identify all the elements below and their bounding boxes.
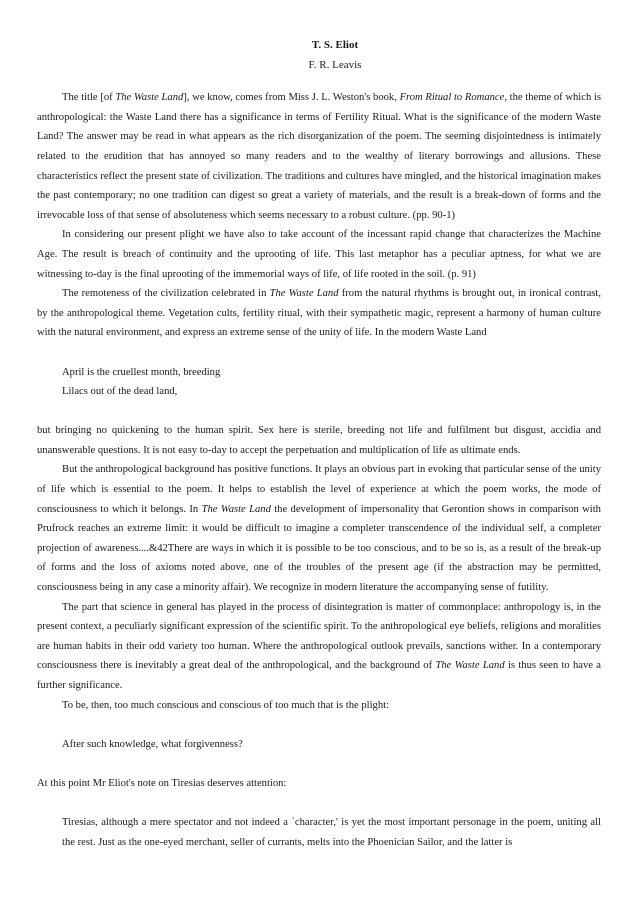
paragraph-6: The part that science in general has played in the process of disintegration is matter of commonplace: anthropology is, in the present context, a peculiarly significant expression of the scientific spirit. To the anthropological eye beliefs, religions and moralities are human habits in their odd variety too human. Where the anthropological outlook prevails, sanctions wither. In a contemporary consciousness there is inevitably a great deal of the anthropological, and the background of The Waste Land is thus seen to have a further significance.: [37, 601, 601, 691]
paragraph-2: In considering our present plight we have also to take account of the incessant rapid change that characterizes the Machine Age. The result is breach of continuity and the uprooting of life. This last metaphor has a peculiar aptness, for what we are witnessing to-day is the final uprooting of the immemorial ways of life, of life rooted in the soil. (p. 91): [37, 229, 601, 280]
paragraph-4: but bringing no quickening to the human spirit. Sex here is sterile, breeding not life and fulfilment but disgust, accidia and unanswerable questions. It is not easy to-day to accept the perpetuation and multiplication of life as ultimate ends.: [37, 425, 601, 456]
paragraph-1: The title [of The Waste Land], we know, comes from Miss J. L. Weston's book, From Ritual to Romance, the theme of which is anthropological: the Waste Land there has a significance in terms of Fertility Ritual. What is the significance of the modern Waste Land? The answer may be read in what appears as the rich disorganization of the poem. The seeming disjointedness is intimately related to the erudition that has annoyed so many readers and to the wealthy of literary borrowings and allusions. These characteristics reflect the present state of civilization. The traditions and cultures have mingled, and the historical imagination makes the past contemporary; no one tradition can digest so great a variety of materials, and the result is a break-down of forms and the irrevocable loss of that sense of absoluteness which seems necessary to a robust culture. (pp. 90-1): [37, 92, 602, 221]
verse-line-2: Lilacs out of the dead land,: [62, 386, 178, 398]
paragraph-5: But the anthropological background has positive functions. It plays an obvious part in evoking that particular sense of the unity of life which is essential to the poem. It helps to establish the level of experience at which the poem works, the mode of consciousness to which it belongs. In The Waste Land the development of impersonality that Gerontion shows in comparison with Prufrock reaches an extreme limit: it would be difficult to imagine a completer transcendence of the individual self, a completer projection of awareness....&42There are ways in which it is possible to be too conscious, and to be so is, as a result of the break-up of forms and the loss of axioms noted above, one of the troubles of the present age (if the abstraction may be permitted, consciousness being in any case a minority affair). We recognize in modern literature the accompanying sense of futility.: [37, 464, 601, 594]
page-author: F. R. Leavis: [308, 58, 362, 71]
verse-line-3: After such knowledge, what forgivenness?: [62, 738, 243, 750]
document-page: [37, 36, 601, 852]
paragraph-3: The remoteness of the civilization celebrated in The Waste Land from the natural rhythms is brought out, in ironical contrast, by the anthropological theme. Vegetation cults, fertility ritual, with their sympathetic magic, represent a harmony of human culture with the natural environment, and express an extreme sense of the unity of life. In the modern Waste Land: [37, 288, 601, 339]
paragraph-7: To be, then, too much conscious and conscious of too much that is the plight:: [62, 699, 390, 711]
verse-line-1: April is the cruellest month, breeding: [62, 366, 221, 378]
block-quote: Tiresias, although a mere spectator and not indeed a `character,' is yet the most important personage in the poem, uniting all the rest. Just as the one-eyed merchant, seller of currants, melts into the Phoenician Sailor, and the latter is: [62, 817, 601, 848]
paragraph-8: At this point Mr Eliot's note on Tiresias deserves attention:: [37, 777, 287, 789]
page-title: T. S. Eliot: [311, 39, 359, 51]
